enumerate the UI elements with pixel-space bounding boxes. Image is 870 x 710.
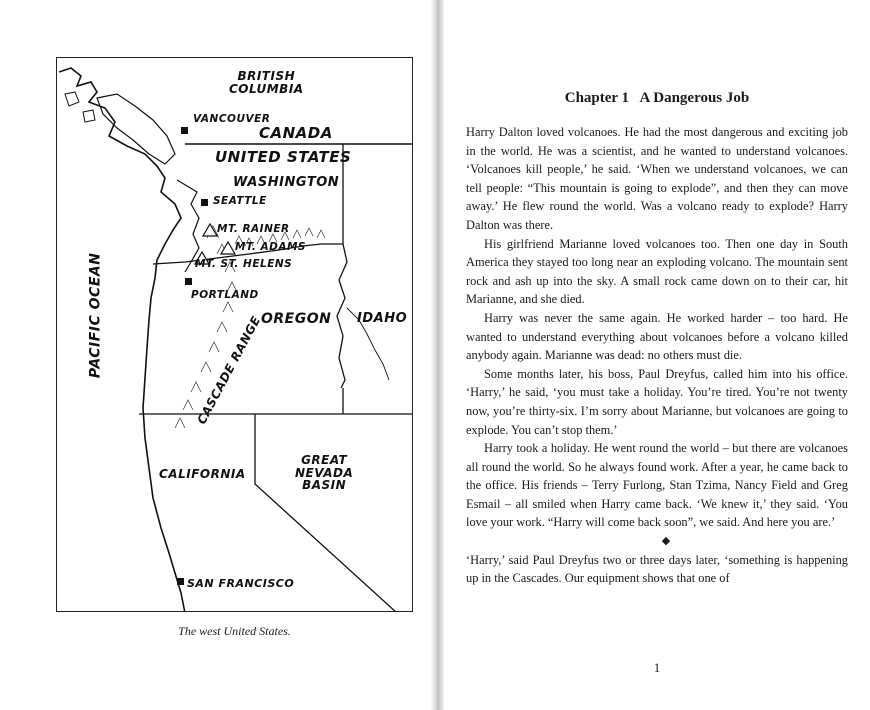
vancouver-island xyxy=(97,94,175,164)
island-2 xyxy=(83,110,95,122)
paragraph: ‘Harry,’ said Paul Dreyfus two or three days later, ‘something is happening up in the Cascades. Our equipment shows that one of xyxy=(466,552,848,586)
label-british-columbia: BRITISH COLUMBIA xyxy=(229,69,304,96)
coastline xyxy=(59,68,185,612)
island-1 xyxy=(65,92,79,106)
paragraph: Some months later, his boss, Paul Dreyfus, called him into his office. ‘Harry,’ he said, ‘you must take a holiday. You’re tired. You’re not twenty now, you’re thirty-six. I’m sorry about Marianne, but volcanoes are going to explode. You can’t stop them.’ xyxy=(466,366,848,437)
label-canada: CANADA xyxy=(259,124,333,142)
label-mt-rainer: MT. RAINER xyxy=(217,223,290,235)
label-united-states: UNITED STATES xyxy=(215,148,352,166)
paragraph: Harry Dalton loved volcanoes. He had the most dangerous and exciting job in the world. He was a scientist, and he wanted to understand volcanoes. ‘Volcanoes kill people,’ he said. ‘When we understand volcanoes, we can tell people: “This mountain is going to explode”, and then they can move away.’ He flew round the world. Was a volcano ready to explode? Harry Dalton was there. xyxy=(466,125,848,232)
label-seattle: SEATTLE xyxy=(213,195,267,207)
label-washington: WASHINGTON xyxy=(233,175,340,190)
label-great-nevada-basin: GREAT NEVADA BASIN xyxy=(295,453,354,493)
page-number: 1 xyxy=(653,660,661,675)
label-mt-st-helens: MT. ST. HELENS xyxy=(195,258,293,270)
map-drawing xyxy=(57,58,413,612)
vancouver-marker xyxy=(181,127,188,134)
label-vancouver: VANCOUVER xyxy=(193,113,271,125)
map-caption: The west United States. xyxy=(178,624,291,638)
label-cascade-range: CASCADE RANGE xyxy=(194,313,264,427)
map-west-united-states xyxy=(56,57,413,612)
label-idaho: IDAHO xyxy=(357,311,408,326)
label-oregon: OREGON xyxy=(261,311,332,327)
label-pacific-ocean: PACIFIC OCEAN xyxy=(87,252,104,379)
page-gutter xyxy=(430,0,444,710)
paragraph: His girlfriend Marianne loved volcanoes too. Then one day in South America they stayed too long near an exploding volcano. The mountain sent rock and ash up into the sky. A small rock came down on to their car, hit Marianne, and she died. xyxy=(466,236,848,307)
label-san-francisco: SAN FRANCISCO xyxy=(187,577,295,590)
chapter-body xyxy=(466,123,848,588)
label-mt-adams: MT. ADAMS xyxy=(235,241,306,253)
label-california: CALIFORNIA xyxy=(159,467,246,481)
mt-adams-icon xyxy=(221,242,235,254)
section-separator: ◆ xyxy=(661,535,671,548)
snake-river xyxy=(337,244,347,388)
paragraph: Harry was never the same again. He worked harder – too hard. He wanted to understand everything about volcanoes before a volcano killed anybody again. Marianne was dead: no others must die. xyxy=(466,310,848,363)
seattle-marker xyxy=(201,199,208,206)
portland-marker xyxy=(185,278,192,285)
paragraph: Harry took a holiday. He went round the world – but there are volcanoes all round the world. So he always found work. After a year, he came back to the office. His friends – Terry Furlong, Stan Tzima, Nancy Field and Greg Esmail – all smiled when Harry came back. ‘We knew it,’ they said. ‘You love your work. “Harry will come back soon”, we said. And here you are.’ xyxy=(466,441,848,530)
right-page xyxy=(444,0,870,710)
san-francisco-marker xyxy=(177,578,184,585)
left-page xyxy=(0,0,430,710)
chapter-title: Chapter 1 A Dangerous Job xyxy=(564,90,750,106)
label-portland: PORTLAND xyxy=(191,289,259,301)
